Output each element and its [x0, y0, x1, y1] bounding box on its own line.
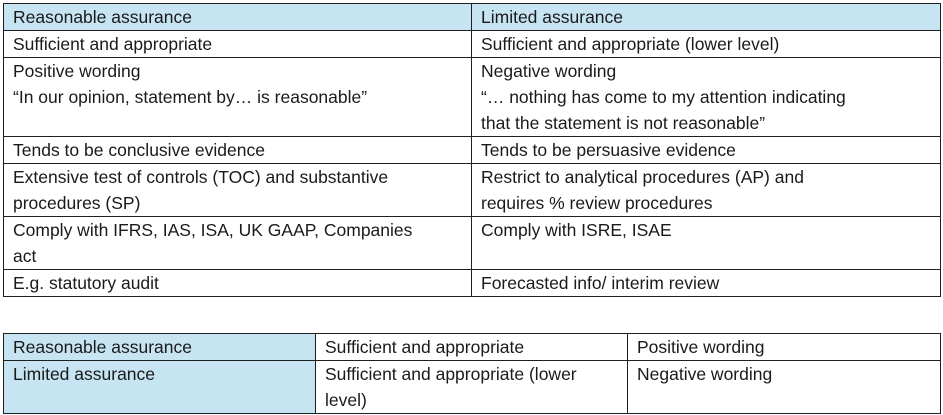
cell-text: level) — [325, 390, 367, 410]
cell-text: Restrict to analytical procedures (AP) and — [481, 167, 804, 187]
cell-reasonable — [4, 217, 472, 270]
cell-wording — [628, 334, 941, 361]
cell-text: Positive wording — [13, 61, 141, 81]
cell-text: Comply with ISRE, ISAE — [481, 220, 672, 240]
cell-text: Negative wording — [637, 364, 773, 384]
table-row — [4, 217, 941, 270]
cell-evidence — [316, 334, 628, 361]
cell-wording — [628, 361, 941, 414]
cell-text: Sufficient and appropriate — [325, 337, 525, 357]
cell-evidence — [316, 361, 628, 414]
cell-text: Forecasted info/ interim review — [481, 273, 720, 293]
cell-reasonable — [4, 31, 472, 58]
cell-limited — [472, 164, 941, 217]
header-cell-reasonable — [4, 4, 472, 31]
row-label-cell — [4, 361, 316, 414]
header-label-reasonable: Reasonable assurance — [13, 7, 193, 27]
cell-text: Tends to be persuasive evidence — [481, 140, 736, 160]
cell-text: Sufficient and appropriate (lower — [325, 364, 577, 384]
row-label: Reasonable assurance — [13, 337, 193, 357]
table-row — [4, 164, 941, 217]
cell-limited — [472, 217, 941, 270]
cell-reasonable — [4, 270, 472, 297]
cell-reasonable — [4, 58, 472, 137]
cell-text: Extensive test of controls (TOC) and substantive — [13, 167, 389, 187]
table-row — [4, 58, 941, 137]
table-row — [4, 361, 941, 414]
cell-text: “In our opinion, statement by… is reasonable” — [13, 87, 368, 107]
cell-text: Negative wording — [481, 61, 617, 81]
cell-text: Positive wording — [637, 337, 765, 357]
row-label: Limited assurance — [13, 364, 156, 384]
cell-limited — [472, 137, 941, 164]
cell-text: act — [13, 246, 37, 266]
cell-text: Sufficient and appropriate — [13, 34, 213, 54]
row-label-cell — [4, 334, 316, 361]
assurance-comparison-table — [3, 3, 941, 297]
table-row — [4, 270, 941, 297]
table-row — [4, 334, 941, 361]
cell-text: that the statement is not reasonable” — [481, 113, 766, 133]
cell-limited — [472, 270, 941, 297]
cell-text: Comply with IFRS, IAS, ISA, UK GAAP, Companies — [13, 220, 413, 240]
cell-text: E.g. statutory audit — [13, 273, 159, 293]
table-row — [4, 31, 941, 58]
assurance-summary-table — [3, 333, 941, 414]
cell-text: Tends to be conclusive evidence — [13, 140, 265, 160]
cell-text: Sufficient and appropriate (lower level) — [481, 34, 780, 54]
header-cell-limited — [472, 4, 941, 31]
cell-text: requires % review procedures — [481, 193, 713, 213]
cell-reasonable — [4, 164, 472, 217]
cell-limited — [472, 58, 941, 137]
table-row — [4, 137, 941, 164]
cell-reasonable — [4, 137, 472, 164]
cell-text: procedures (SP) — [13, 193, 141, 213]
cell-text: “… nothing has come to my attention indicating — [481, 87, 846, 107]
table-header-row — [4, 4, 941, 31]
header-label-limited: Limited assurance — [481, 7, 624, 27]
cell-limited — [472, 31, 941, 58]
